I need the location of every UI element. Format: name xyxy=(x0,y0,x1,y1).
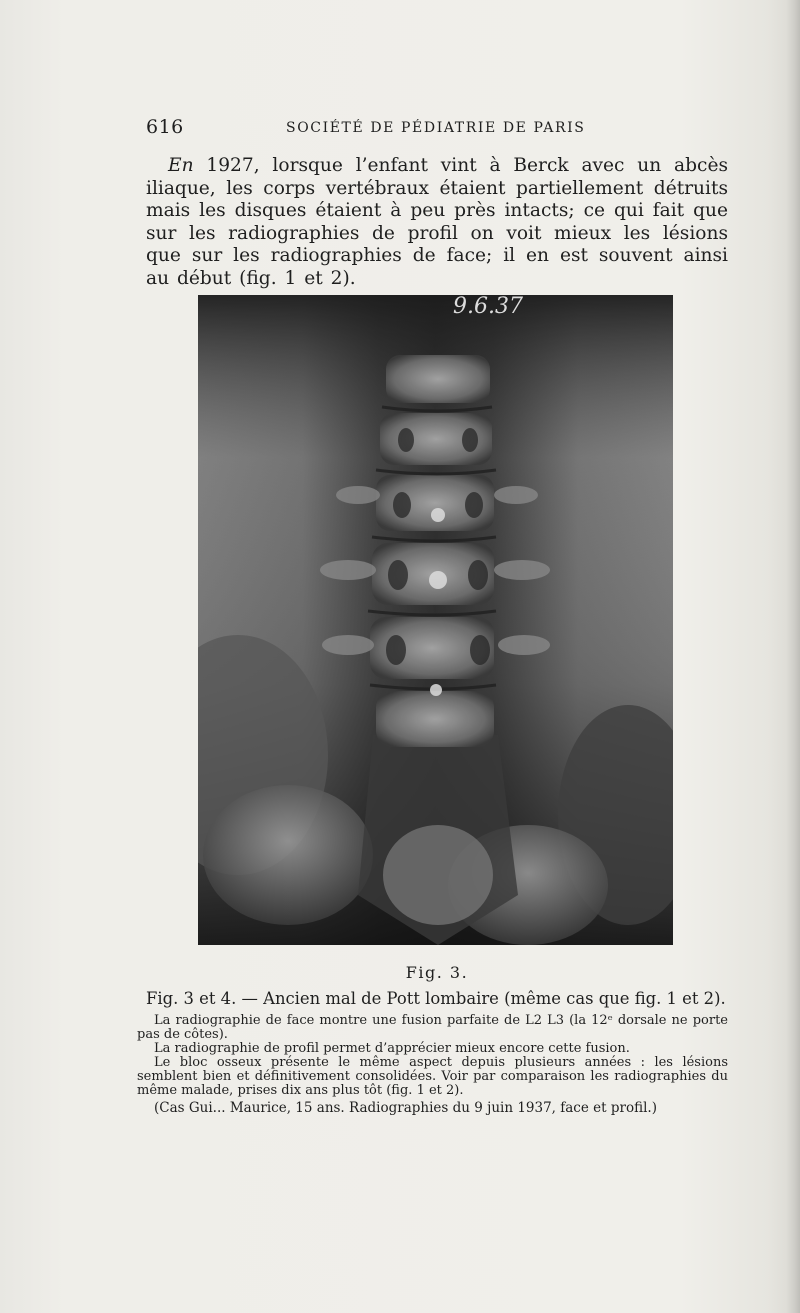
page-edge-shadow xyxy=(786,0,800,1313)
xray-date-inscription: 9.6.37 xyxy=(453,295,523,319)
xray-image xyxy=(198,295,673,945)
caption-case-note: (Cas Gui... Maurice, 15 ans. Radiographies du 9 juin 1937, face et profil.) xyxy=(154,1100,657,1116)
caption-title: Fig. 3 et 4. — Ancien mal de Pott lombaire (même cas que fig. 1 et 2). xyxy=(146,989,726,1008)
caption-paragraph: La radiographie de face montre une fusion parfaite de L2 L3 (la 12ᵉ dorsale ne porte pas de côtes). xyxy=(137,1013,728,1042)
body-paragraph xyxy=(146,155,728,290)
caption-paragraph: La radiographie de profil permet d’apprécier mieux encore cette fusion. xyxy=(154,1041,630,1056)
page-number: 616 xyxy=(146,116,184,138)
page-header xyxy=(146,116,728,140)
running-head: SOCIÉTÉ DE PÉDIATRIE DE PARIS xyxy=(286,120,586,136)
caption-body xyxy=(137,1014,728,1098)
caption-paragraph: Le bloc osseux présente le même aspect depuis plusieurs années : les lésions semblent bien et définitivement consolidées. Voir par comparaison les radiographies du même malade, prises dix ans plus tôt (fig. 1 et 2). xyxy=(137,1055,728,1098)
xray-figure xyxy=(198,295,673,945)
body-text: 1927, lorsque l’enfant vint à Berck avec un abcès iliaque, les corps vertébraux étaient partiellement détruits mais les disques étaient à peu près intacts; ce qui fait que sur les radiographies de profil on voit mieux les lésions que sur les radiographies de face; il en est souvent ainsi au début (fig. 1 et 2). xyxy=(146,155,728,289)
body-lead-word: En xyxy=(168,155,194,176)
figure-label: Fig. 3. xyxy=(405,963,469,982)
